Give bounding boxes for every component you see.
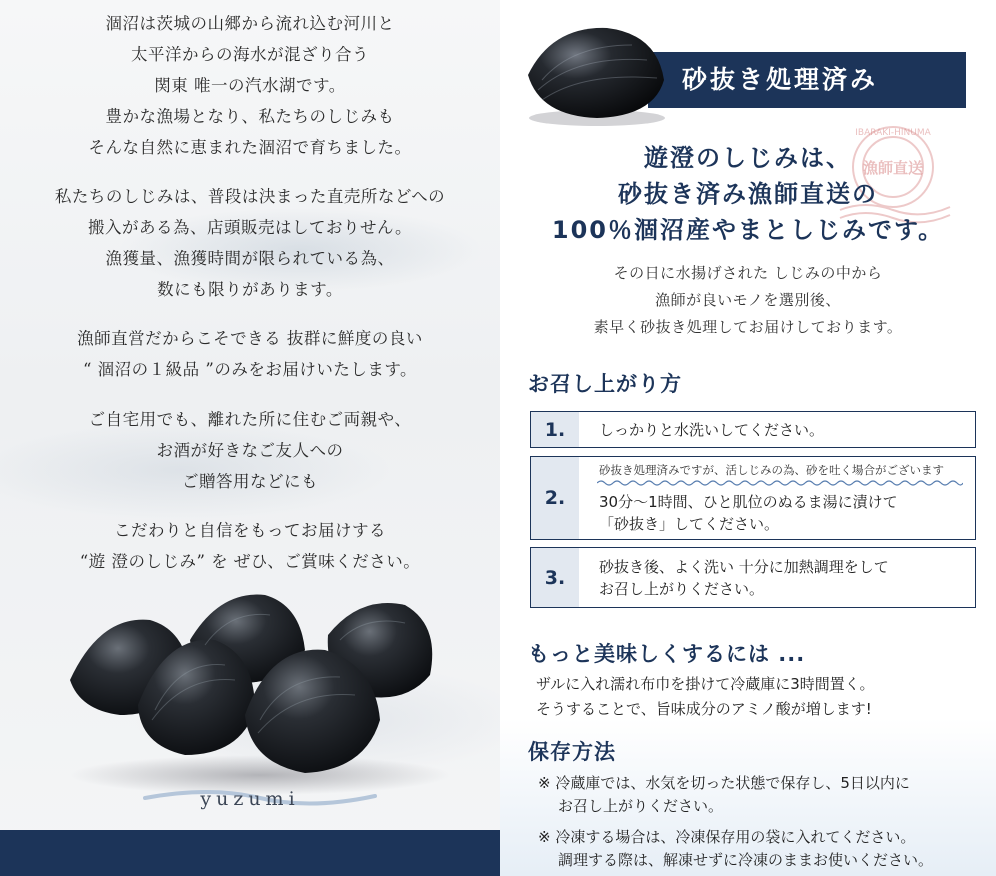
storage-title: 保存方法 (528, 740, 616, 764)
text-line: そうすることで、旨味成分のアミノ酸が増します! (536, 700, 872, 718)
text-line: お召し上がりください。 (599, 579, 765, 598)
text-line: ※ 冷蔵庫では、水気を切った状態で保存し、5日以内に (538, 774, 910, 792)
intro-paragraph-hinuma (0, 8, 500, 163)
step-number: 3. (531, 548, 579, 607)
text-line: しっかりと水洗いしてください。 (599, 420, 825, 439)
how-to-eat-title: お召し上がり方 (528, 372, 682, 396)
text-line: その日に水揚げされた しじみの中から (613, 264, 883, 282)
footer-bar (0, 830, 500, 876)
headline-line: 砂抜き済み漁師直送の (618, 180, 878, 208)
tips-title: もっと美味しくするには ... (528, 642, 806, 666)
step-text (579, 412, 824, 447)
text-line: “ 涸沼の１級品 ”のみをお届けいたします。 (82, 360, 418, 379)
step-2 (530, 456, 976, 540)
step-1 (530, 411, 976, 448)
clams-image (60, 585, 460, 795)
text-line: “遊 澄のしじみ” を ぜひ、ご賞味ください。 (79, 552, 421, 571)
text-line: ご贈答用などにも (182, 472, 318, 491)
step-text (579, 548, 889, 607)
text-line: お酒が好きなご友人への (156, 441, 344, 460)
text-line: お召し上がりください。 (558, 797, 724, 815)
step-text (579, 457, 963, 539)
paragraph-gift (0, 404, 500, 497)
headline-line: 遊澄のしじみは、 (644, 144, 852, 172)
text-line: ご自宅用でも、離れた所に住むご両親や、 (88, 410, 412, 429)
paragraph-sales (0, 181, 500, 305)
text-line: 素早く砂抜き処理してお届けしております。 (593, 318, 903, 336)
text-line: 砂抜き後、よく洗い 十分に加熱調理をして (599, 557, 889, 576)
text-line: 漁獲量、漁獲時間が限られている為、 (105, 249, 395, 268)
text-line: 30分〜1時間、ひと肌位のぬるま湯に漬けて (599, 493, 898, 511)
text-line: 涸沼は茨城の山郷から流れ込む河川と (105, 14, 395, 33)
paragraph-closing (0, 515, 500, 577)
text-line: 漁師直営だからこそできる 抜群に鮮度の良い (77, 329, 423, 348)
step-3 (530, 547, 976, 608)
wavy-underline (597, 479, 963, 487)
text-line: ザルに入れ濡れ布巾を掛けて冷蔵庫に3時間置く。 (536, 675, 875, 693)
intro-text (500, 260, 996, 341)
paragraph-freshness (0, 323, 500, 385)
text-line: 「砂抜き」してください。 (599, 515, 780, 533)
text-line: 私たちのしじみは、普段は決まった直売所などへの (54, 187, 446, 206)
text-line: ※ 冷凍する場合は、冷凍保存用の袋に入れてください。 (538, 828, 916, 846)
text-line: 数にも限りがあります。 (157, 280, 343, 299)
storage-item-fridge (538, 772, 910, 818)
brand-logo: yuzumi (200, 788, 300, 810)
right-panel (500, 0, 996, 876)
text-line: 豊かな漁場となり、私たちのしじみも (105, 107, 395, 126)
text-line: 調理する際は、解凍せずに冷凍のままお使いください。 (558, 851, 934, 869)
stamp-center-text: 漁師直送 (862, 159, 924, 177)
step-number: 1. (531, 412, 579, 447)
text-line: 関東 唯一の汽水湖です。 (154, 76, 346, 95)
storage-item-freezer (538, 826, 933, 872)
headline-line: 100％涸沼産やまとしじみです。 (551, 216, 945, 244)
text-line: 漁師が良いモノを選別後、 (655, 291, 841, 309)
text-line: 搬入がある為、店頭販売はしておりせん。 (88, 218, 412, 237)
headline (500, 140, 996, 248)
step-number: 2. (531, 457, 579, 539)
clam-image (522, 20, 672, 130)
sand-removed-banner: 砂抜き処理済み (648, 52, 966, 108)
step-note: 砂抜き処理済みですが、活しじみの為、砂を吐く場合がございます (599, 463, 944, 477)
text-line: 太平洋からの海水が混ざり合う (131, 45, 369, 64)
text-line: そんな自然に恵まれた涸沼で育ちました。 (88, 138, 412, 157)
tips-text (536, 672, 875, 722)
stamp-top-text: IBARAKI-HINUMA (855, 128, 931, 138)
text-line: こだわりと自信をもってお届けする (114, 521, 386, 540)
